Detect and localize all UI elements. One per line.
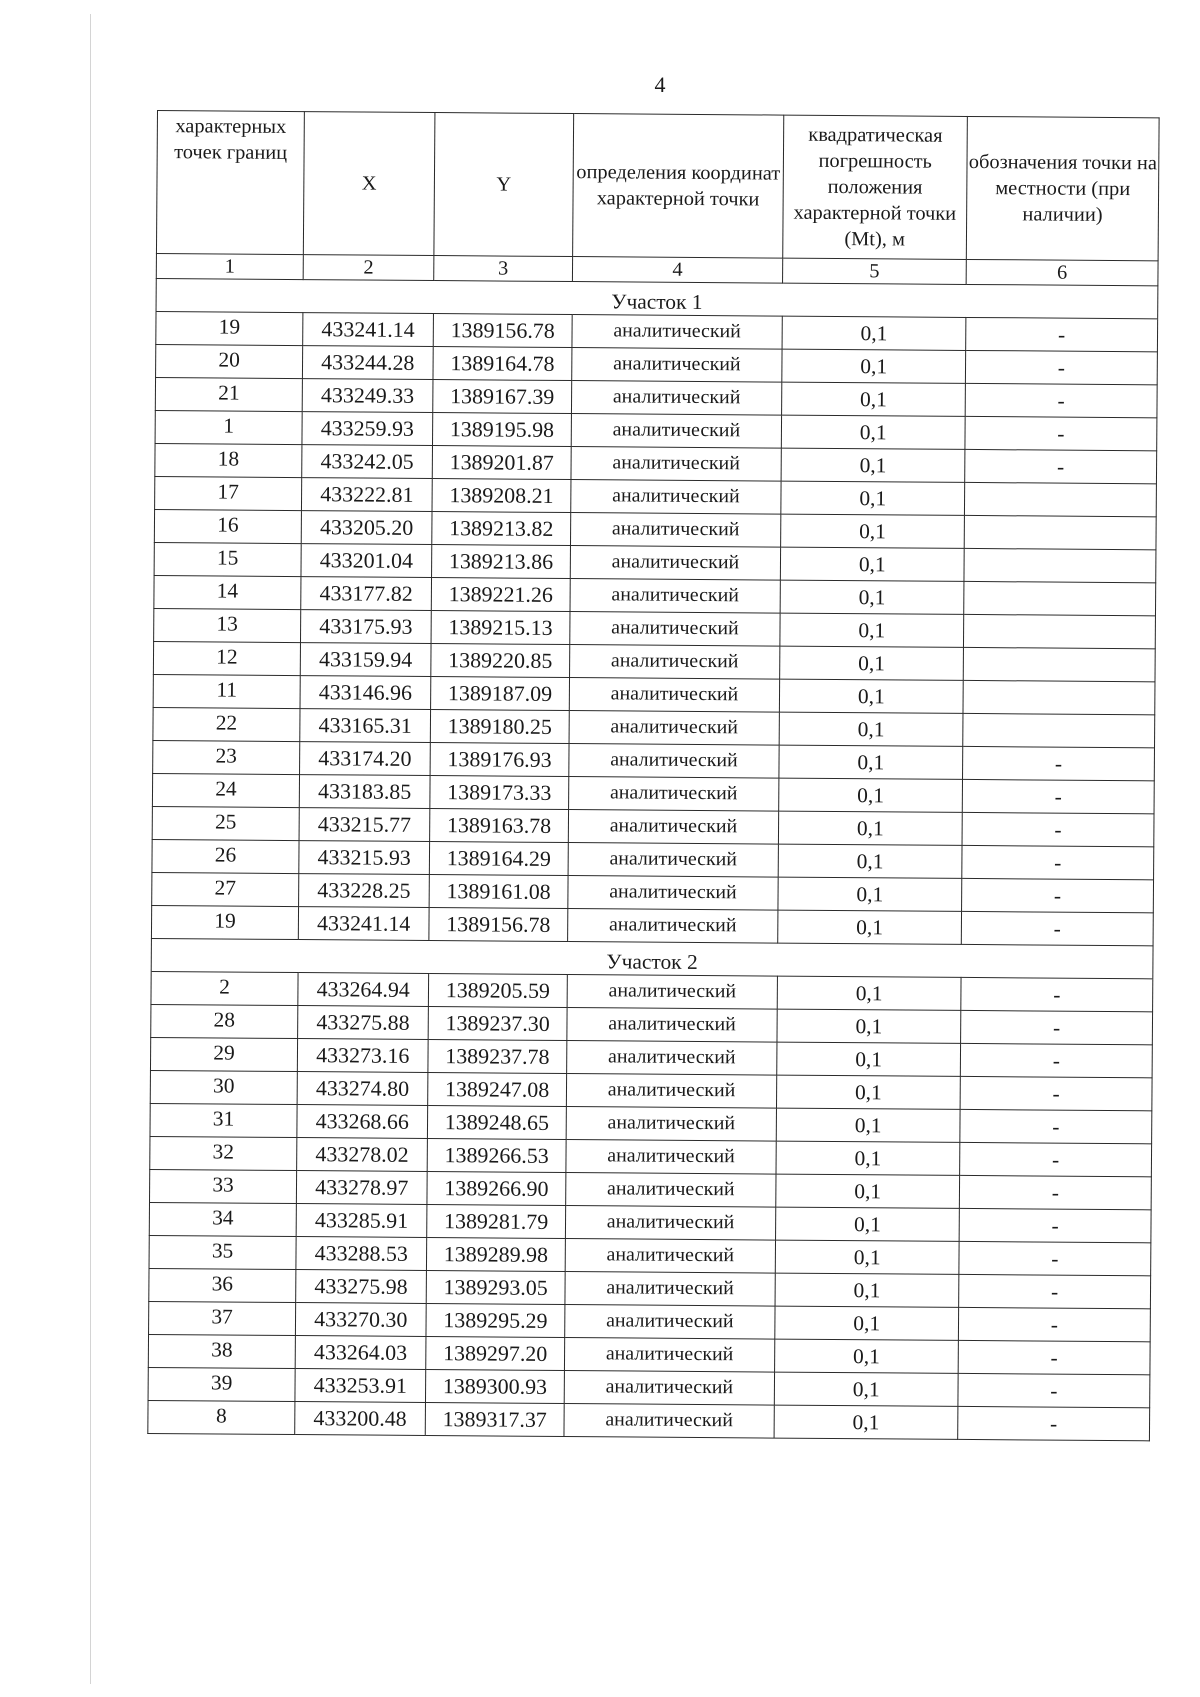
cell-point-id: 11 bbox=[153, 674, 300, 708]
cell-y: 1389215.13 bbox=[431, 611, 570, 645]
cell-method: аналитический bbox=[571, 447, 781, 482]
cell-marking: - bbox=[958, 1406, 1150, 1440]
cell-y: 1389205.59 bbox=[428, 974, 567, 1008]
cell-marking bbox=[963, 713, 1155, 747]
cell-y: 1389295.29 bbox=[426, 1304, 565, 1338]
cell-y: 1389156.78 bbox=[433, 314, 572, 348]
cell-accuracy: 0,1 bbox=[782, 316, 966, 350]
header-row bbox=[156, 111, 1159, 261]
cell-y: 1389164.29 bbox=[429, 842, 568, 876]
cell-x: 433159.94 bbox=[300, 643, 431, 677]
cell-point-id: 14 bbox=[154, 575, 301, 609]
cell-marking: - bbox=[960, 1142, 1152, 1176]
cell-accuracy: 0,1 bbox=[774, 1372, 958, 1406]
table-row bbox=[148, 1400, 1150, 1440]
cell-marking bbox=[964, 548, 1156, 582]
cell-y: 1389213.82 bbox=[432, 512, 571, 546]
cell-marking: - bbox=[959, 1175, 1151, 1209]
cell-marking bbox=[964, 515, 1156, 549]
cell-method: аналитический bbox=[571, 414, 781, 449]
cell-point-id: 1 bbox=[155, 410, 302, 444]
cell-y: 1389161.08 bbox=[429, 875, 568, 909]
cell-y: 1389237.78 bbox=[428, 1040, 567, 1074]
cell-accuracy: 0,1 bbox=[776, 1108, 960, 1142]
cell-x: 433275.98 bbox=[296, 1270, 427, 1304]
cell-x: 433215.93 bbox=[299, 841, 430, 875]
cell-x: 433268.66 bbox=[297, 1105, 428, 1139]
cell-accuracy: 0,1 bbox=[775, 1240, 959, 1274]
header-accuracy: квадратическая погрешность положения характерной точки (Mt), м bbox=[783, 115, 968, 259]
cell-point-id: 21 bbox=[155, 377, 302, 411]
page-number: 4 bbox=[654, 72, 666, 97]
cell-method: аналитический bbox=[571, 381, 781, 416]
cell-marking bbox=[964, 482, 1156, 516]
cell-x: 433273.16 bbox=[297, 1039, 428, 1073]
cell-x: 433244.28 bbox=[302, 346, 433, 380]
cell-point-id: 17 bbox=[155, 476, 302, 510]
cell-accuracy: 0,1 bbox=[775, 1273, 959, 1307]
cell-accuracy: 0,1 bbox=[779, 679, 963, 713]
cell-marking bbox=[964, 581, 1156, 615]
cell-method: аналитический bbox=[570, 513, 780, 548]
cell-point-id: 39 bbox=[148, 1367, 295, 1401]
cell-accuracy: 0,1 bbox=[779, 712, 963, 746]
cell-y: 1389300.93 bbox=[425, 1370, 564, 1404]
cell-marking: - bbox=[962, 878, 1154, 912]
cell-accuracy: 0,1 bbox=[776, 1174, 960, 1208]
cell-y: 1389167.39 bbox=[433, 380, 572, 414]
header-y: Y bbox=[434, 113, 574, 257]
cell-accuracy: 0,1 bbox=[781, 514, 965, 548]
cell-point-id: 19 bbox=[151, 905, 298, 939]
cell-method: аналитический bbox=[569, 711, 779, 746]
cell-accuracy: 0,1 bbox=[780, 613, 964, 647]
cell-y: 1389289.98 bbox=[426, 1238, 565, 1272]
cell-marking: - bbox=[966, 317, 1158, 351]
cell-x: 433241.14 bbox=[303, 313, 434, 347]
cell-marking: - bbox=[959, 1208, 1151, 1242]
cell-marking: - bbox=[965, 416, 1157, 450]
cell-point-id: 28 bbox=[151, 1004, 298, 1038]
cell-method: аналитический bbox=[566, 1074, 776, 1109]
cell-marking: - bbox=[962, 779, 1154, 813]
cell-method: аналитический bbox=[565, 1206, 775, 1241]
cell-y: 1389163.78 bbox=[430, 809, 569, 843]
cell-point-id: 18 bbox=[155, 443, 302, 477]
cell-point-id: 31 bbox=[150, 1103, 297, 1137]
page-binding-line bbox=[90, 14, 91, 1684]
cell-x: 433201.04 bbox=[301, 544, 432, 578]
cell-method: аналитический bbox=[568, 876, 778, 911]
cell-marking: - bbox=[958, 1340, 1150, 1374]
cell-point-id: 8 bbox=[148, 1400, 295, 1434]
cell-method: аналитический bbox=[570, 579, 780, 614]
cell-marking: - bbox=[963, 746, 1155, 780]
cell-point-id: 32 bbox=[150, 1136, 297, 1170]
header-point-id: характерных точек границ bbox=[156, 111, 304, 255]
cell-method: аналитический bbox=[566, 1140, 776, 1175]
cell-y: 1389266.53 bbox=[427, 1139, 566, 1173]
cell-accuracy: 0,1 bbox=[778, 877, 962, 911]
cell-accuracy: 0,1 bbox=[777, 1042, 961, 1076]
cell-method: аналитический bbox=[569, 744, 779, 779]
cell-method: аналитический bbox=[566, 1173, 776, 1208]
cell-x: 433222.81 bbox=[301, 478, 432, 512]
cell-marking: - bbox=[960, 1109, 1152, 1143]
cell-y: 1389247.08 bbox=[428, 1073, 567, 1107]
cell-point-id: 2 bbox=[151, 971, 298, 1005]
cell-method: аналитический bbox=[564, 1404, 774, 1439]
section-title: Участок 2 bbox=[151, 938, 1153, 978]
cell-x: 433285.91 bbox=[296, 1204, 427, 1238]
cell-method: аналитический bbox=[570, 645, 780, 680]
cell-y: 1389201.87 bbox=[432, 446, 571, 480]
cell-x: 433177.82 bbox=[301, 577, 432, 611]
column-number: 5 bbox=[783, 258, 967, 284]
cell-method: аналитический bbox=[572, 348, 782, 383]
cell-method: аналитический bbox=[568, 843, 778, 878]
cell-marking: - bbox=[961, 1010, 1153, 1044]
cell-point-id: 29 bbox=[150, 1037, 297, 1071]
cell-marking: - bbox=[959, 1241, 1151, 1275]
cell-accuracy: 0,1 bbox=[776, 1207, 960, 1241]
cell-marking: - bbox=[961, 977, 1153, 1011]
cell-method: аналитический bbox=[564, 1338, 774, 1373]
cell-accuracy: 0,1 bbox=[777, 1009, 961, 1043]
section-title: Участок 1 bbox=[156, 278, 1158, 318]
coordinates-table bbox=[147, 110, 1159, 1441]
cell-method: аналитический bbox=[570, 546, 780, 581]
cell-y: 1389176.93 bbox=[430, 743, 569, 777]
cell-method: аналитический bbox=[567, 975, 777, 1010]
cell-accuracy: 0,1 bbox=[778, 910, 962, 944]
cell-method: аналитический bbox=[565, 1305, 775, 1340]
cell-point-id: 25 bbox=[152, 806, 299, 840]
cell-accuracy: 0,1 bbox=[780, 547, 964, 581]
cell-method: аналитический bbox=[566, 1107, 776, 1142]
cell-x: 433278.02 bbox=[297, 1138, 428, 1172]
cell-accuracy: 0,1 bbox=[777, 976, 961, 1010]
cell-x: 433205.20 bbox=[301, 511, 432, 545]
cell-marking: - bbox=[965, 449, 1157, 483]
cell-accuracy: 0,1 bbox=[775, 1306, 959, 1340]
cell-y: 1389187.09 bbox=[431, 677, 570, 711]
cell-x: 433146.96 bbox=[300, 676, 431, 710]
cell-accuracy: 0,1 bbox=[780, 646, 964, 680]
cell-accuracy: 0,1 bbox=[781, 481, 965, 515]
cell-marking: - bbox=[958, 1373, 1150, 1407]
cell-x: 433174.20 bbox=[300, 742, 431, 776]
cell-point-id: 20 bbox=[156, 344, 303, 378]
cell-point-id: 19 bbox=[156, 311, 303, 345]
cell-method: аналитический bbox=[565, 1272, 775, 1307]
cell-point-id: 26 bbox=[152, 839, 299, 873]
cell-x: 433175.93 bbox=[300, 610, 431, 644]
column-number: 6 bbox=[966, 259, 1158, 285]
cell-x: 433274.80 bbox=[297, 1072, 428, 1106]
cell-y: 1389248.65 bbox=[427, 1106, 566, 1140]
cell-point-id: 35 bbox=[149, 1235, 296, 1269]
column-number: 1 bbox=[156, 253, 303, 279]
cell-method: аналитический bbox=[567, 1008, 777, 1043]
cell-method: аналитический bbox=[569, 678, 779, 713]
cell-y: 1389266.90 bbox=[427, 1172, 566, 1206]
cell-method: аналитический bbox=[570, 612, 780, 647]
cell-marking bbox=[963, 614, 1155, 648]
cell-y: 1389213.86 bbox=[432, 545, 571, 579]
cell-method: аналитический bbox=[567, 1041, 777, 1076]
cell-x: 433249.33 bbox=[302, 379, 433, 413]
cell-point-id: 13 bbox=[154, 608, 301, 642]
cell-x: 433242.05 bbox=[302, 445, 433, 479]
cell-accuracy: 0,1 bbox=[782, 349, 966, 383]
cell-x: 433275.88 bbox=[298, 1006, 429, 1040]
cell-method: аналитический bbox=[572, 315, 782, 350]
cell-method: аналитический bbox=[568, 810, 778, 845]
cell-method: аналитический bbox=[568, 909, 778, 944]
cell-x: 433264.94 bbox=[298, 973, 429, 1007]
cell-marking: - bbox=[960, 1043, 1152, 1077]
cell-point-id: 23 bbox=[153, 740, 300, 774]
cell-marking: - bbox=[962, 845, 1154, 879]
cell-marking: - bbox=[962, 812, 1154, 846]
cell-accuracy: 0,1 bbox=[781, 415, 965, 449]
cell-x: 433253.91 bbox=[295, 1369, 426, 1403]
cell-marking bbox=[963, 680, 1155, 714]
cell-point-id: 27 bbox=[152, 872, 299, 906]
cell-method: аналитический bbox=[569, 777, 779, 812]
cell-point-id: 30 bbox=[150, 1070, 297, 1104]
cell-marking: - bbox=[960, 1076, 1152, 1110]
cell-point-id: 33 bbox=[150, 1169, 297, 1203]
cell-y: 1389156.78 bbox=[429, 908, 568, 942]
cell-y: 1389208.21 bbox=[432, 479, 571, 513]
cell-point-id: 22 bbox=[153, 707, 300, 741]
cell-point-id: 38 bbox=[148, 1334, 295, 1368]
cell-accuracy: 0,1 bbox=[779, 778, 963, 812]
cell-point-id: 34 bbox=[149, 1202, 296, 1236]
cell-y: 1389180.25 bbox=[430, 710, 569, 744]
cell-y: 1389195.98 bbox=[432, 413, 571, 447]
cell-y: 1389173.33 bbox=[430, 776, 569, 810]
cell-marking: - bbox=[965, 383, 1157, 417]
header-method: определения координат характерной точки bbox=[573, 114, 784, 259]
column-number: 3 bbox=[434, 256, 573, 282]
cell-accuracy: 0,1 bbox=[782, 382, 966, 416]
cell-method: аналитический bbox=[571, 480, 781, 515]
cell-y: 1389164.78 bbox=[433, 347, 572, 381]
cell-accuracy: 0,1 bbox=[780, 580, 964, 614]
cell-point-id: 12 bbox=[153, 641, 300, 675]
cell-y: 1389293.05 bbox=[426, 1271, 565, 1305]
header-marking: обозначения точки на местности (при наличии) bbox=[966, 116, 1159, 260]
cell-x: 433228.25 bbox=[299, 874, 430, 908]
cell-accuracy: 0,1 bbox=[778, 844, 962, 878]
cell-accuracy: 0,1 bbox=[781, 448, 965, 482]
cell-marking: - bbox=[961, 911, 1153, 945]
cell-accuracy: 0,1 bbox=[778, 811, 962, 845]
cell-y: 1389221.26 bbox=[431, 578, 570, 612]
cell-point-id: 36 bbox=[149, 1268, 296, 1302]
cell-marking: - bbox=[965, 350, 1157, 384]
cell-accuracy: 0,1 bbox=[774, 1405, 958, 1439]
cell-x: 433288.53 bbox=[296, 1237, 427, 1271]
cell-method: аналитический bbox=[565, 1239, 775, 1274]
cell-y: 1389237.30 bbox=[428, 1007, 567, 1041]
cell-marking: - bbox=[959, 1274, 1151, 1308]
cell-y: 1389220.85 bbox=[431, 644, 570, 678]
cell-y: 1389281.79 bbox=[427, 1205, 566, 1239]
cell-x: 433200.48 bbox=[295, 1402, 426, 1436]
cell-x: 433241.14 bbox=[298, 907, 429, 941]
cell-accuracy: 0,1 bbox=[775, 1339, 959, 1373]
cell-point-id: 15 bbox=[154, 542, 301, 576]
cell-accuracy: 0,1 bbox=[779, 745, 963, 779]
header-x: X bbox=[303, 112, 435, 256]
cell-marking bbox=[963, 647, 1155, 681]
cell-x: 433183.85 bbox=[299, 775, 430, 809]
cell-y: 1389297.20 bbox=[426, 1337, 565, 1371]
column-number: 4 bbox=[572, 257, 782, 284]
cell-point-id: 24 bbox=[152, 773, 299, 807]
cell-x: 433165.31 bbox=[300, 709, 431, 743]
column-number: 2 bbox=[303, 255, 434, 281]
cell-marking: - bbox=[958, 1307, 1150, 1341]
table-body bbox=[148, 278, 1158, 1440]
cell-x: 433264.03 bbox=[295, 1336, 426, 1370]
cell-point-id: 16 bbox=[154, 509, 301, 543]
cell-point-id: 37 bbox=[149, 1301, 296, 1335]
cell-accuracy: 0,1 bbox=[776, 1075, 960, 1109]
cell-method: аналитический bbox=[564, 1371, 774, 1406]
cell-accuracy: 0,1 bbox=[776, 1141, 960, 1175]
cell-x: 433278.97 bbox=[296, 1171, 427, 1205]
cell-y: 1389317.37 bbox=[425, 1403, 564, 1437]
cell-x: 433270.30 bbox=[295, 1303, 426, 1337]
cell-x: 433259.93 bbox=[302, 412, 433, 446]
coordinates-sheet bbox=[147, 110, 1159, 1441]
cell-x: 433215.77 bbox=[299, 808, 430, 842]
